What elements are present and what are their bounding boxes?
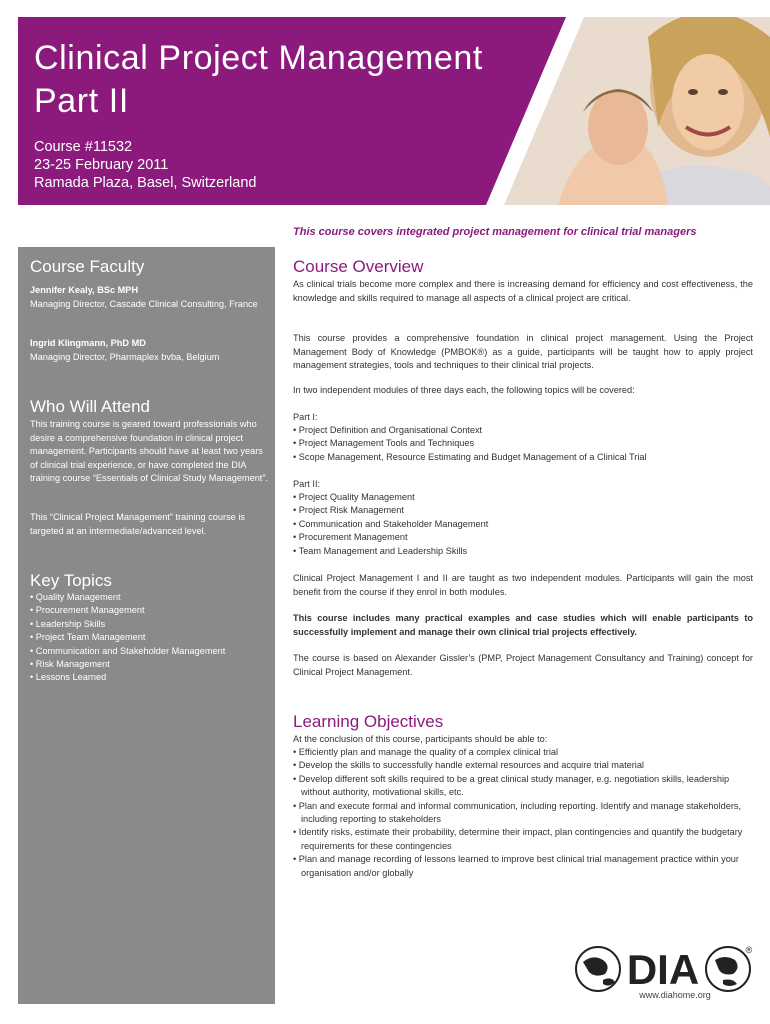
list-item: • Risk Management [30, 659, 110, 670]
title-line-2: Part II [34, 82, 129, 120]
list-item: • Scope Management, Resource Estimating and Budget Management of a Clinical Trial [293, 451, 647, 462]
list-item: • Team Management and Leadership Skills [293, 545, 468, 556]
list-item: • Project Risk Management [293, 505, 404, 516]
course-location: Ramada Plaza, Basel, Switzerland [34, 175, 257, 191]
list-item: • Lessons Learned [30, 672, 107, 683]
objectives-heading: Learning Objectives [293, 712, 444, 731]
attend-heading: Who Will Attend [30, 397, 150, 416]
faculty-heading: Course Faculty [30, 257, 145, 276]
list-item: • Project Management Tools and Techniques [293, 438, 475, 449]
list-item: • Communication and Stakeholder Management [293, 518, 489, 529]
attend-paragraph: This “Clinical Project Management” training course is targeted at an intermediate/advanced level. [30, 512, 245, 536]
overview-paragraph: This course provides a comprehensive foundation in clinical project management. Using the Project Management Body of Knowledge (PMBOK®) as a guide, participants will be taught how to apply project management strategies, tools and techniques to their clinical trial projects. [293, 333, 753, 370]
overview-paragraph: In two independent modules of three days each, the following topics will be covered: [293, 385, 635, 395]
list-item: • Communication and Stakeholder Management [30, 645, 226, 656]
part1-title: Part I: [293, 412, 318, 422]
course-number: Course #11532 [34, 139, 133, 155]
website-url[interactable]: www.diahome.org [639, 990, 711, 1000]
list-item: • Quality Management [30, 592, 121, 602]
faculty-member [30, 284, 268, 311]
list-item: • Project Definition and Organisational Context [293, 425, 483, 435]
overview-paragraph: As clinical trials become more complex and there is increasing demand for efficiency and cost effectiveness, the knowledge and skills required to manage all aspects of a clinical project are critical. [293, 279, 753, 303]
list-item: • Plan and manage recording of lessons learned to improve best clinical trial management practice within your organisation and/or globally [293, 854, 739, 878]
header-banner [18, 17, 770, 205]
attend-paragraph: This training course is geared toward professionals who desire a comprehensive foundation in clinical project management. Participants should have at least two years of clinical trial experience, or have completed the DIA training course “Essentials of Clinical Study Management”. [30, 419, 268, 483]
list-item: • Plan and execute formal and informal communication, including reporting. Identify and manage stakeholders, including reporting to stakeholders [293, 800, 742, 825]
part2-list [293, 491, 753, 558]
list-item: • Project Team Management [30, 632, 146, 643]
faculty-name: Jennifer Kealy, BSc MPH [30, 285, 139, 295]
title-line-1: Clinical Project Management [34, 39, 483, 77]
list-item: • Identify risks, estimate their probability, determine their impact, plan contingencies and quantify the budgetary requirements for these contingencies [293, 827, 743, 851]
sidebar [18, 247, 275, 1004]
overview-highlight: This course includes many practical examples and case studies which will enable participants to successfully implement and manage their own clinical trial projects effectively. [293, 613, 753, 637]
list-item: • Develop different soft skills required to be a great clinical study manager, e.g. negotiation skills, leadership without authority, motivational skills, etc. [293, 773, 730, 798]
overview-paragraph: The course is based on Alexander Gissler’s (PMP, Project Management Consultancy and Training) concept for Clinical Project Management. [293, 653, 753, 677]
list-item: • Efficiently plan and manage the quality of a complex clinical trial [293, 747, 559, 757]
faculty-name: Ingrid Klingmann, PhD MD [30, 338, 146, 348]
overview-heading: Course Overview [293, 257, 424, 276]
faculty-role: Managing Director, Cascade Clinical Consulting, France [30, 298, 258, 309]
tagline: This course covers integrated project management for clinical trial managers [293, 226, 697, 238]
part1-list [293, 424, 753, 464]
faculty-role: Managing Director, Pharmaplex bvba, Belgium [30, 351, 220, 362]
globe-icon [573, 944, 753, 994]
list-item: • Procurement Management [30, 605, 145, 616]
topics-list [30, 591, 225, 685]
list-item: • Project Quality Management [293, 492, 415, 502]
list-item: • Procurement Management [293, 532, 408, 543]
objectives-list [293, 746, 753, 880]
list-item: • Leadership Skills [30, 618, 106, 629]
faculty-member [30, 337, 268, 364]
overview-paragraph: Clinical Project Management I and II are taught as two independent modules. Participants will gain the most benefit from the course if they enrol in both modules. [293, 573, 753, 597]
course-title [34, 37, 554, 123]
logo-wordmark: DIA [626, 946, 700, 993]
course-dates: 23-25 February 2011 [34, 157, 169, 173]
registered-mark: ® [745, 945, 753, 955]
list-item: • Develop the skills to successfully handle external resources and acquire trial material [293, 760, 644, 771]
topics-heading: Key Topics [30, 571, 112, 590]
objectives-intro: At the conclusion of this course, participants should be able to: [293, 734, 548, 744]
part2-title: Part II: [293, 479, 321, 489]
